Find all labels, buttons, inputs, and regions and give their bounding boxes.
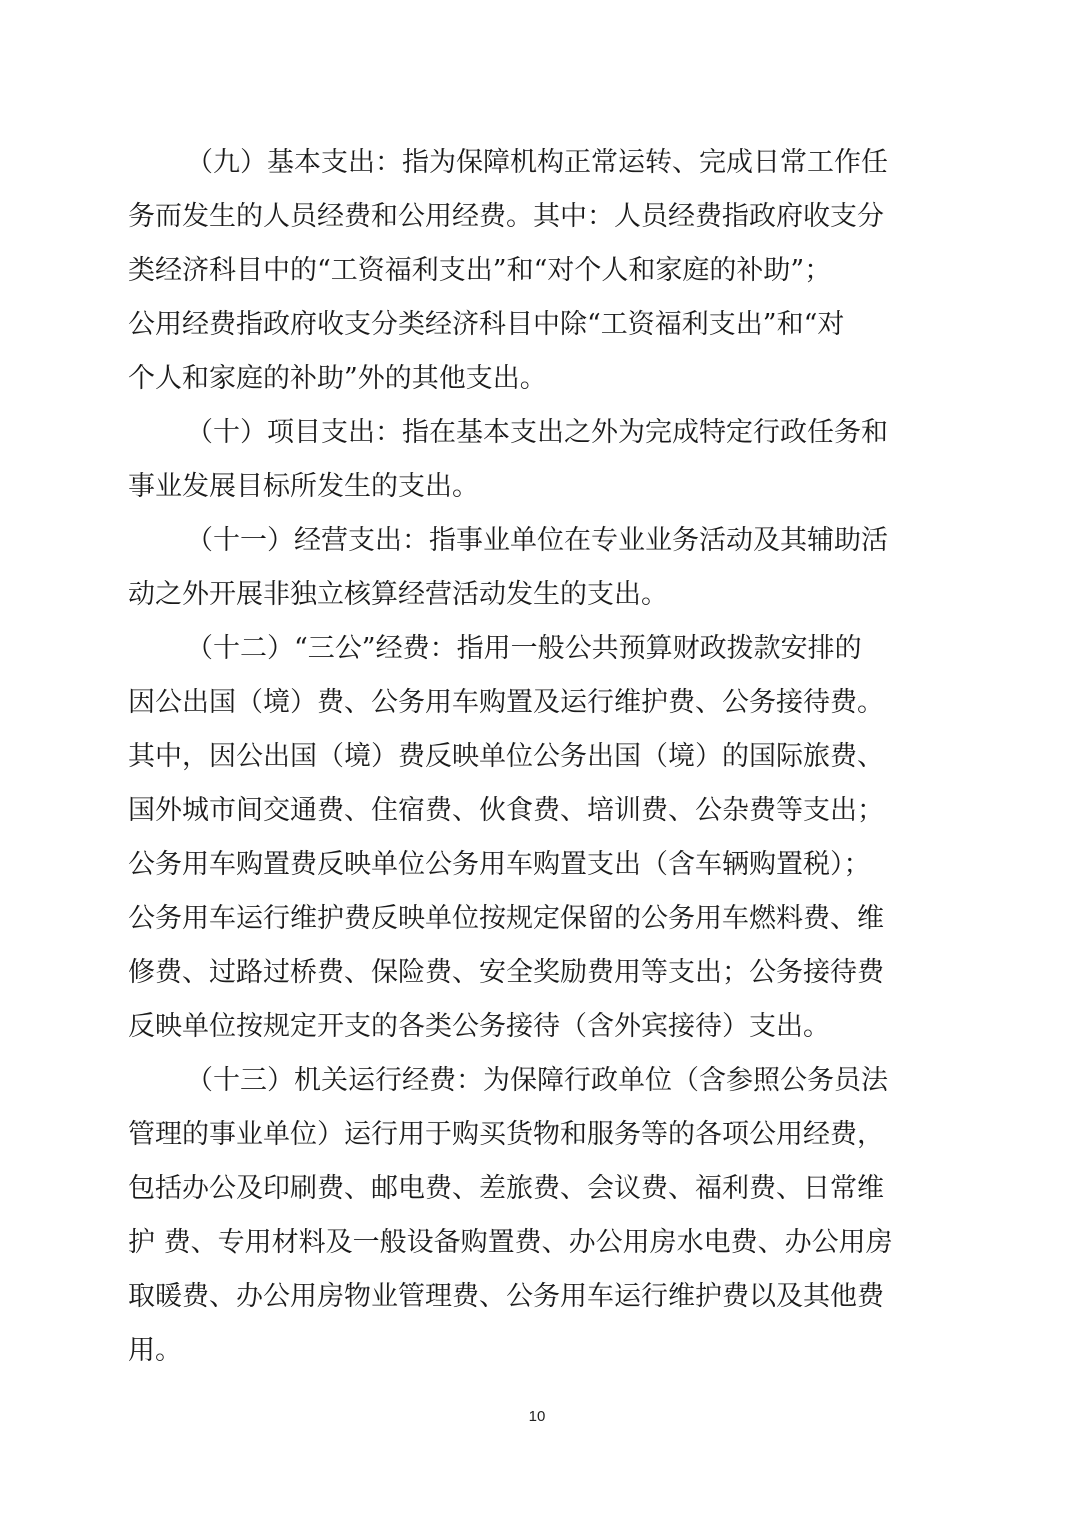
paragraph-basic-expenditure — [128, 136, 948, 406]
text-line: 管理的事业单位）运行用于购买货物和服务等的各项公用经费， — [128, 1119, 884, 1150]
text-line: 反映单位按规定开支的各类公务接待（含外宾接待）支出。 — [128, 1011, 830, 1042]
text-line: 取暖费、办公用房物业管理费、公务用车运行维护费以及其他费 — [128, 1281, 884, 1312]
text-line: （十一）经营支出：指事业单位在专业业务活动及其辅助活 — [186, 525, 888, 556]
text-line: 公用经费指政府收支分类经济科目中除“工资福利支出”和“对 — [128, 309, 845, 340]
text-line: （十）项目支出：指在基本支出之外为完成特定行政任务和 — [186, 417, 888, 448]
page-number: 10 — [528, 1408, 546, 1425]
text-line: 修费、过路过桥费、保险费、安全奖励费用等支出；公务接待费 — [128, 957, 884, 988]
text-line: 动之外开展非独立核算经营活动发生的支出。 — [128, 579, 668, 610]
text-line: （九）基本支出：指为保障机构正常运转、完成日常工作任 — [186, 147, 888, 178]
text-line: （十二）“三公”经费：指用一般公共预算财政拨款安排的 — [186, 633, 862, 664]
text-line: （十三）机关运行经费：为保障行政单位（含参照公务员法 — [186, 1065, 888, 1096]
paragraph-agency-operating-funds — [128, 1054, 948, 1378]
text-line: 公务用车运行维护费反映单位按规定保留的公务用车燃料费、维 — [128, 903, 884, 934]
text-line: 国外城市间交通费、住宿费、伙食费、培训费、公杂费等支出； — [128, 795, 884, 826]
text-line: 公务用车购置费反映单位公务用车购置支出（含车辆购置税）； — [128, 849, 871, 880]
text-line: 类经济科目中的“工资福利支出”和“对个人和家庭的补助”； — [128, 255, 832, 286]
text-line: 因公出国（境）费、公务用车购置及运行维护费、公务接待费。 — [128, 687, 884, 718]
text-line: 其中，因公出国（境）费反映单位公务出国（境）的国际旅费、 — [128, 741, 884, 772]
paragraph-project-expenditure — [128, 406, 948, 514]
paragraph-three-public-expenses — [128, 622, 948, 1054]
text-line: 包括办公及印刷费、邮电费、差旅费、会议费、福利费、日常维 — [128, 1173, 884, 1204]
text-line: 用。 — [128, 1335, 182, 1366]
text-line: 事业发展目标所发生的支出。 — [128, 471, 479, 502]
text-line: 个人和家庭的补助”外的其他支出。 — [128, 363, 547, 394]
text-line: 护 费、专用材料及一般设备购置费、办公用房水电费、办公用房 — [128, 1227, 893, 1258]
paragraph-operating-expenditure — [128, 514, 948, 622]
document-body — [128, 136, 948, 1378]
text-line: 务而发生的人员经费和公用经费。其中：人员经费指政府收支分 — [128, 201, 884, 232]
